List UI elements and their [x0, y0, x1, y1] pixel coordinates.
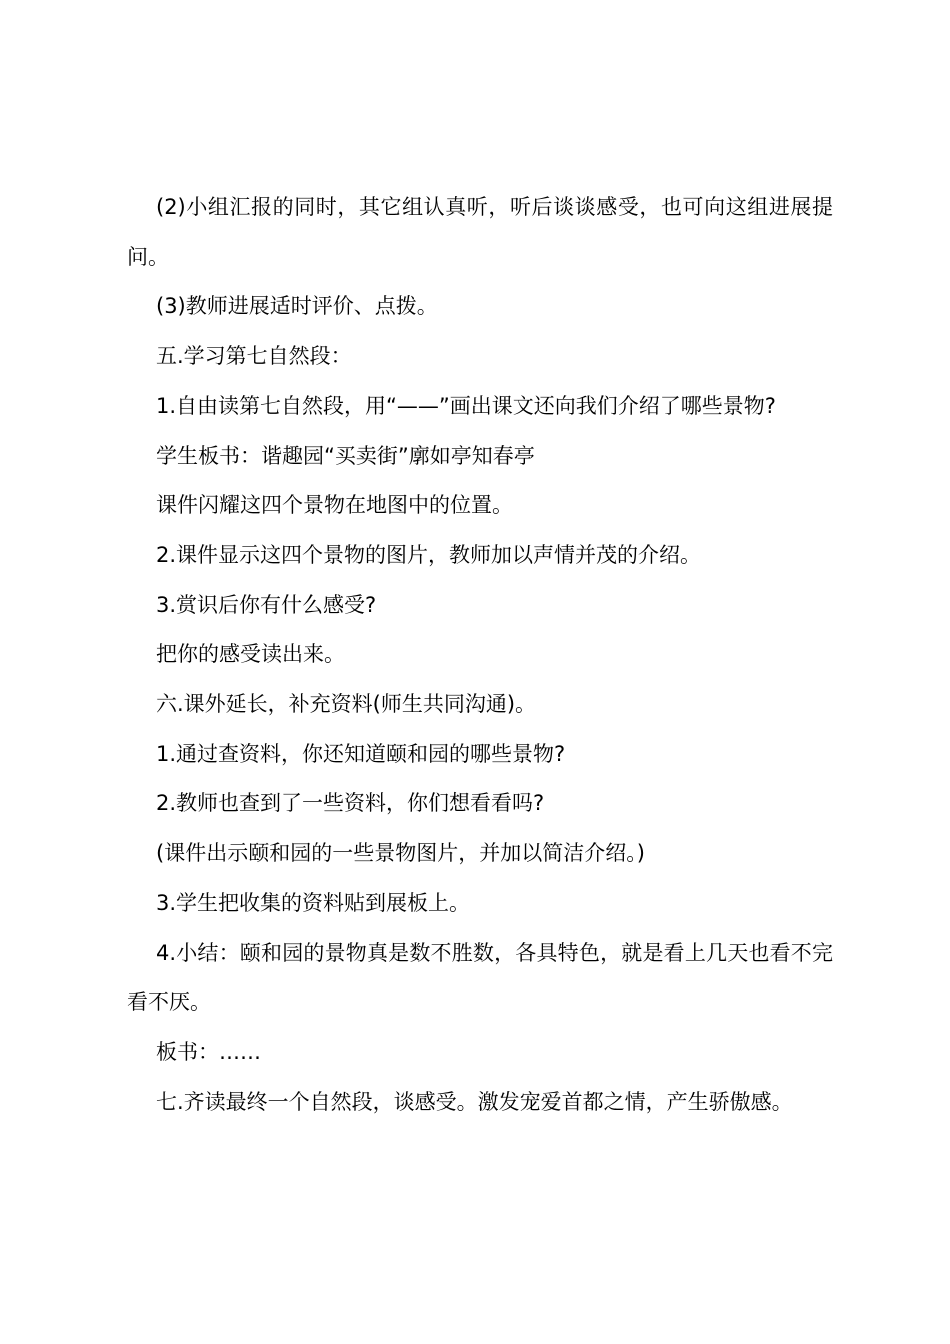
paragraph-courseware-pictures: 2.课件显示这四个景物的图片，教师加以声情并茂的介绍。: [156, 542, 702, 567]
paragraph-group-report: (2)小组汇报的同时，其它组认真听，听后谈谈感受，也可向这组进展提问。: [127, 195, 833, 269]
paragraph-teacher-evaluation: (3)教师进展适时评价、点拨。: [156, 294, 438, 319]
paragraph-summary: 4.小结：颐和园的景物真是数不胜数，各具特色，就是看上几天也看不完看不厌。: [127, 940, 833, 1015]
paragraph-read-feelings: 把你的感受读出来。: [156, 642, 345, 667]
document-body: [127, 183, 833, 1127]
paragraph-courseware-map: 课件闪耀这四个景物在地图中的位置。: [156, 493, 513, 518]
paragraph-blackboard-writing: 板书：……: [156, 1039, 261, 1064]
section-heading-five: 五.学习第七自然段：: [156, 344, 352, 369]
paragraph-display-board: 3.学生把收集的资料贴到展板上。: [156, 890, 471, 915]
paragraph-courseware-note: (课件出示颐和园的一些景物图片，并加以简洁介绍。): [156, 841, 645, 866]
paragraph-free-reading: 1.自由读第七自然段，用“——”画出课文还向我们介绍了哪些景物?: [156, 393, 776, 418]
section-heading-six: 六.课外延长，补充资料(师生共同沟通)。: [156, 692, 537, 717]
paragraph-teacher-materials: 2.教师也查到了一些资料，你们想看看吗?: [156, 791, 545, 816]
section-heading-seven: 七.齐读最终一个自然段，谈感受。激发宠爱首都之情，产生骄傲感。: [156, 1089, 793, 1114]
paragraph-research-question: 1.通过查资料，你还知道颐和园的哪些景物?: [156, 741, 566, 766]
paragraph-student-blackboard: 学生板书：谐趣园“买卖街”廓如亭知春亭: [156, 443, 535, 468]
paragraph-appreciation-question: 3.赏识后你有什么感受?: [156, 592, 377, 617]
